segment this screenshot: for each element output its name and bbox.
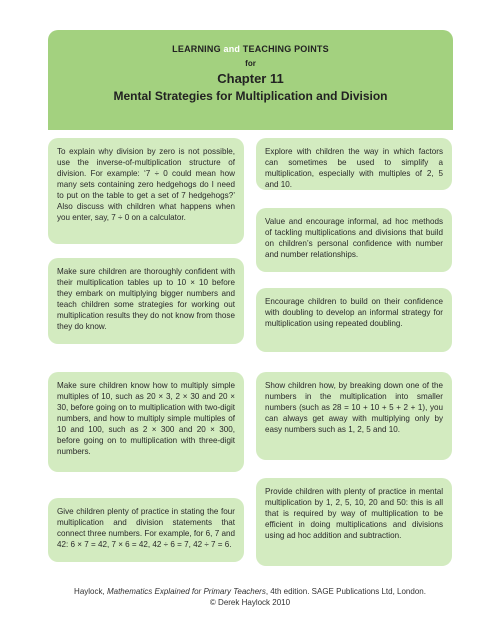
point-card-multiplication-tables: Make sure children are thoroughly confident with their multiplication tables up to 10 × 10 before they embark on multiplying bigger numbers and teach children some strategies for working out multiplication results they do not know from those they do know. [48,258,244,344]
chapter-number: Chapter 11 [217,71,284,86]
point-card-ad-hoc-methods: Value and encourage informal, ad hoc methods of tackling multiplications and divisions that build on children’s personal confidence with number and number relationships. [256,208,452,272]
citation-footer [0,586,500,608]
point-card-multiples-of-ten: Make sure children know how to multiply simple multiples of 10, such as 20 × 3, 2 × 30 and 20 × 30, before going on to multiplication with two-digit numbers, and how to multiply simple multiples of 10 and 100, such as 2 × 300 and 20 × 300, before going on to multiplication with three-digit numbers. [48,372,244,472]
chapter-title: Mental Strategies for Multiplication and Division [113,89,388,103]
header-learning-teaching-points: LEARNING and TEACHING POINTS [172,44,329,54]
citation-line: Haylock, Mathematics Explained for Primary Teachers, 4th edition. SAGE Publications Ltd, London. [74,587,426,596]
point-card-four-statements: Give children plenty of practice in stating the four multiplication and division statements that connect three numbers. For example, for 6, 7 and 42: 6 × 7 = 42, 7 × 6 = 42, 42 ÷ 6 = 7, 42 ÷ 7 = 6. [48,498,244,562]
point-card-repeated-doubling: Encourage children to build on their confidence with doubling to develop an informal strategy for multiplication using repeated doubling. [256,288,452,352]
point-card-breaking-down-numbers: Show children how, by breaking down one of the numbers in the multiplication into smaller numbers (such as 28 = 10 + 10 + 5 + 2 + 1), you can always get away with multiplying only by easy numbers such as 1, 2, 5 and 10. [256,372,452,460]
book-title: Mathematics Explained for Primary Teachers [106,587,266,596]
point-card-factors: Explore with children the way in which factors can sometimes be used to simplify a multiplication, especially with multiples of 2, 5 and 10. [256,138,452,190]
header-and-word: and [223,44,241,54]
header-for: for [245,59,256,68]
point-card-division-by-zero: To explain why division by zero is not possible, use the inverse-of-multiplication structure of division. For example: ‘7 ÷ 0 could mean how many sets containing zero hedgehogs do I need to put on the table to get a set of 7 hedgehogs?’ Also discuss with children what happens when you enter, say, 7 ÷ 0 on a calculator. [48,138,244,244]
chapter-header [48,30,453,130]
copyright-line: © Derek Haylock 2010 [209,598,291,607]
point-card-mental-multiplication-practice: Provide children with plenty of practice in mental multiplication by 1, 2, 5, 10, 20 and 50: this is all that is required by way of multiplication to be efficient in doing multiplications and divisions using ad hoc addition and subtraction. [256,478,452,566]
